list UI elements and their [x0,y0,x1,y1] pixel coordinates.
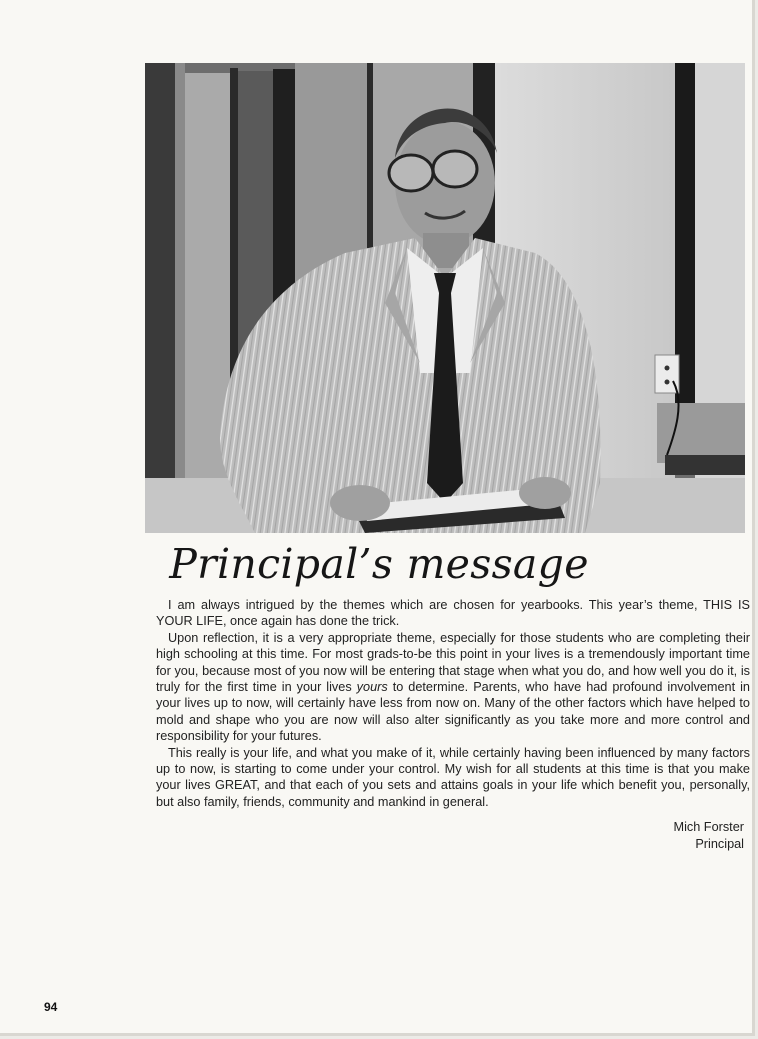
paragraph-2-text-start: Upon reflection, it is a very appropriate theme, especially for those students who are completing their high schooling at this time. For most grads-to-be this point in your lives is a tremendously important time for you, because most of you now will be entering that stage when what you do, and how well you do it, is truly for the first time in your lives [156,630,750,695]
page-number: 94 [44,1000,58,1014]
signature-role: Principal [695,837,744,851]
message-paragraph-3: This really is your life, and what you make of it, while certainly having been influenced by many factors up to now, is starting to come under your control. My wish for all students at this time is that you make your lives GREAT, and that each of you sets and attains goals in your life which benefit you, personally, but also family, friends, community and mankind in general. [156,745,750,809]
message-paragraph-1: I am always intrigued by the themes which are chosen for yearbooks. This year’s theme, THIS IS YOUR LIFE, once again has done the trick. [156,598,750,629]
message-paragraph-2 [156,630,750,745]
emphasized-word: yours [356,680,388,695]
signature-name: Mich Forster [673,820,744,834]
principal-photo [145,63,745,533]
page-title: Principal’s message [169,540,589,588]
paragraph-2-text-end: to determine. Parents, who have had profound involvement in your lives up to now, will certainly have less from now on. Many of the other factors which have helped to mold and shape who you are now will also alter significantly as you take more and more control and responsibility for your futures. [156,680,750,744]
signature-block [674,819,745,853]
message-body [156,597,750,810]
